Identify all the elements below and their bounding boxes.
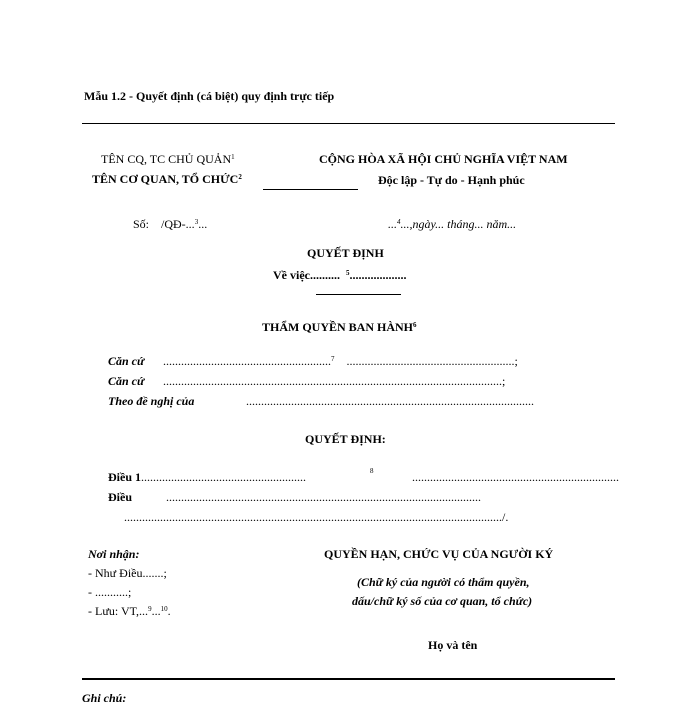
recipient-item: - Như Điều.......; [88,566,167,580]
ground-3-text: ................................................................................................ [246,394,534,408]
form-title: Mẫu 1.2 - Quyết định (cá biệt) quy định trực tiếp [84,89,335,103]
signer-name: Họ và tên [428,638,478,652]
notes-label: Ghi chú: [82,691,127,705]
national-title: CỘNG HÒA XÃ HỘI CHỦ NGHĨA VIỆT NAM [319,152,568,166]
signature-note-1: (Chữ ký của người có thẩm quyền, [357,575,530,589]
ground-1-text: ........................................................$^7$ ........................................................; [163,354,518,368]
top-divider [82,123,615,124]
ground-2-label: Căn cứ [108,374,145,388]
article-2-label: Điều [108,490,132,504]
article-1-sup: 8 [370,467,374,475]
article-1: Điều 1....................................................... [108,470,306,484]
ground-2-text: .................................................................................................................; [163,374,506,388]
signer-role: QUYỀN HẠN, CHỨC VỤ CỦA NGƯỜI KÝ [324,547,554,561]
authority-heading: THẨM QUYỀN BAN HÀNH$^6$ [262,320,417,334]
decision-title: QUYẾT ĐỊNH [307,246,384,260]
article-1-dots-right: ..................................................................... [412,470,619,484]
recipient-item-archive: - Lưu: VT,...$^9$...$^{10}$. [88,604,171,618]
agency-name: TÊN CƠ QUAN, TỔ CHỨC$^2$ [92,172,242,186]
agency-parent: TÊN CQ, TC CHỦ QUẢN$^1$ [101,152,235,166]
bottom-divider [82,678,615,680]
recipients-title: Nơi nhận: [88,547,140,561]
article-2-dots: ......................................................................................................... [166,490,481,504]
doc-number: Số: /QĐ-...$^3$... [133,217,208,231]
signature-note-2: dấu/chữ ký số của cơ quan, tổ chức) [352,594,533,608]
ground-1-label: Căn cứ [108,354,145,368]
recipient-item: - ...........; [88,585,132,599]
agency-name-underline [263,189,358,190]
decision-subject: Về việc.......... $^5$................... [273,268,407,282]
motto: Độc lập - Tự do - Hạnh phúc [378,173,525,187]
decides-heading: QUYẾT ĐỊNH: [305,432,386,446]
subject-underline [316,294,401,295]
ground-3-label: Theo đề nghị của [108,394,195,408]
place-date: ...$^4$...,ngày... tháng... năm... [388,217,517,231]
article-2-continuation: ............................................................................................................................../. [124,510,509,524]
